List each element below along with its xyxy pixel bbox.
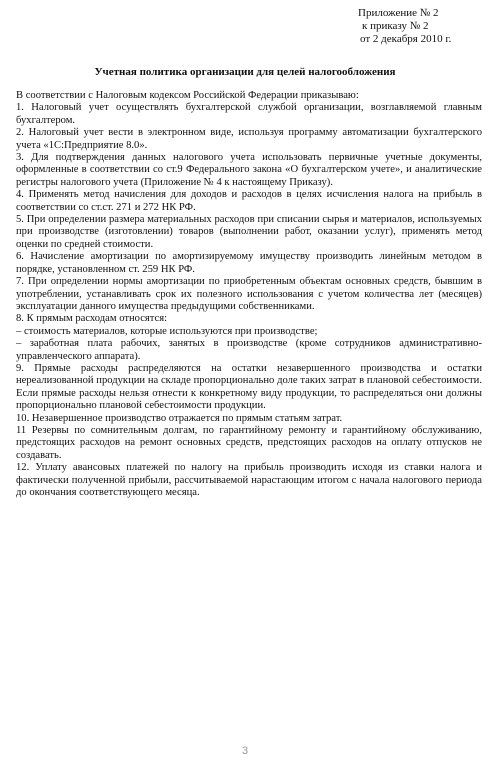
paragraph-8-item-1: – стоимость материалов, которые используются при производстве;	[16, 325, 318, 337]
appendix-line-2: к приказу № 2	[362, 20, 429, 32]
paragraph-7: 7. При определении нормы амортизации по приобретенным объектам основных средств, бывшим в употреблении, устанавливать срок их полезного использования с учетом количества лет (месяцев) эксплуатации данного имущества предыдущими собственниками.	[16, 276, 482, 312]
paragraph-6: 6. Начисление амортизации по амортизируемому имуществу производить линейным методом в порядке, установленном ст. 259 НК РФ.	[16, 251, 482, 275]
paragraph-12: 12. Уплату авансовых платежей по налогу на прибыль производить исходя из ставки налога и фактически полученной прибыли, рассчитываемой нарастающим итогом с начала налогового периода до окончания соответствующего месяца.	[16, 462, 482, 498]
intro-paragraph: В соответствии с Налоговым кодексом Российской Федерации приказываю:	[16, 90, 359, 101]
paragraph-4: 4. Применять метод начисления для доходов и расходов в целях исчисления налога на прибыль в соответствии со ст.ст. 271 и 272 НК РФ.	[16, 189, 482, 213]
paragraph-11: 11 Резервы по сомнительным долгам, по гарантийному ремонту и гарантийному обслуживанию, предстоящих расходов на ремонт основных средств, предстоящих расходов на оплату отпусков не создавать.	[16, 424, 482, 461]
paragraph-8-item-2: – заработная плата рабочих, занятых в производстве (кроме сотрудников административно-управленческого аппарата).	[16, 338, 482, 362]
paragraph-1: 1. Налоговый учет осуществлять бухгалтерской службой организации, возглавляемой главным бухгалтером.	[16, 102, 482, 126]
page-number: 3	[241, 745, 249, 757]
paragraph-9: 9. Прямые расходы распределяются на остатки незавершенного производства и остатки нереализованной продукции на складе пропорционально доле таких затрат в плановой себестоимости. Если прямые расходы нельзя отнести к конкретному виду продукции, то распределяться они должны пропорционально плановой себестоимости продукции.	[16, 362, 482, 412]
paragraph-10: 10. Незавершенное производство отражается по прямым статьям затрат.	[16, 412, 343, 424]
paragraph-3: 3. Для подтверждения данных налогового учета использовать первичные учетные документы, оформленные в соответствии со ст.9 Федерального закона «О бухгалтерском учете», и аналитические регистры налогового учета (Приложение № 4 к настоящему Приказу).	[16, 152, 482, 188]
document-body	[16, 90, 482, 499]
appendix-note	[358, 7, 451, 46]
document-title: Учетная политика организации для целей налогообложения	[94, 66, 396, 78]
appendix-line-1: Приложение № 2	[358, 7, 439, 19]
paragraph-8: 8. К прямым расходам относятся:	[16, 313, 168, 325]
appendix-line-3: от 2 декабря 2010 г.	[360, 33, 452, 45]
paragraph-5: 5. При определении размера материальных расходов при списании сырья и материалов, используемых при производстве (изготовлении) товаров (выполнении работ, оказании услуг), применять метод оценки по средней стоимости.	[16, 214, 482, 250]
paragraph-2: 2. Налоговый учет вести в электронном виде, используя программу автоматизации бухгалтерского учета «1С:Предприятие 8.0».	[16, 127, 482, 151]
